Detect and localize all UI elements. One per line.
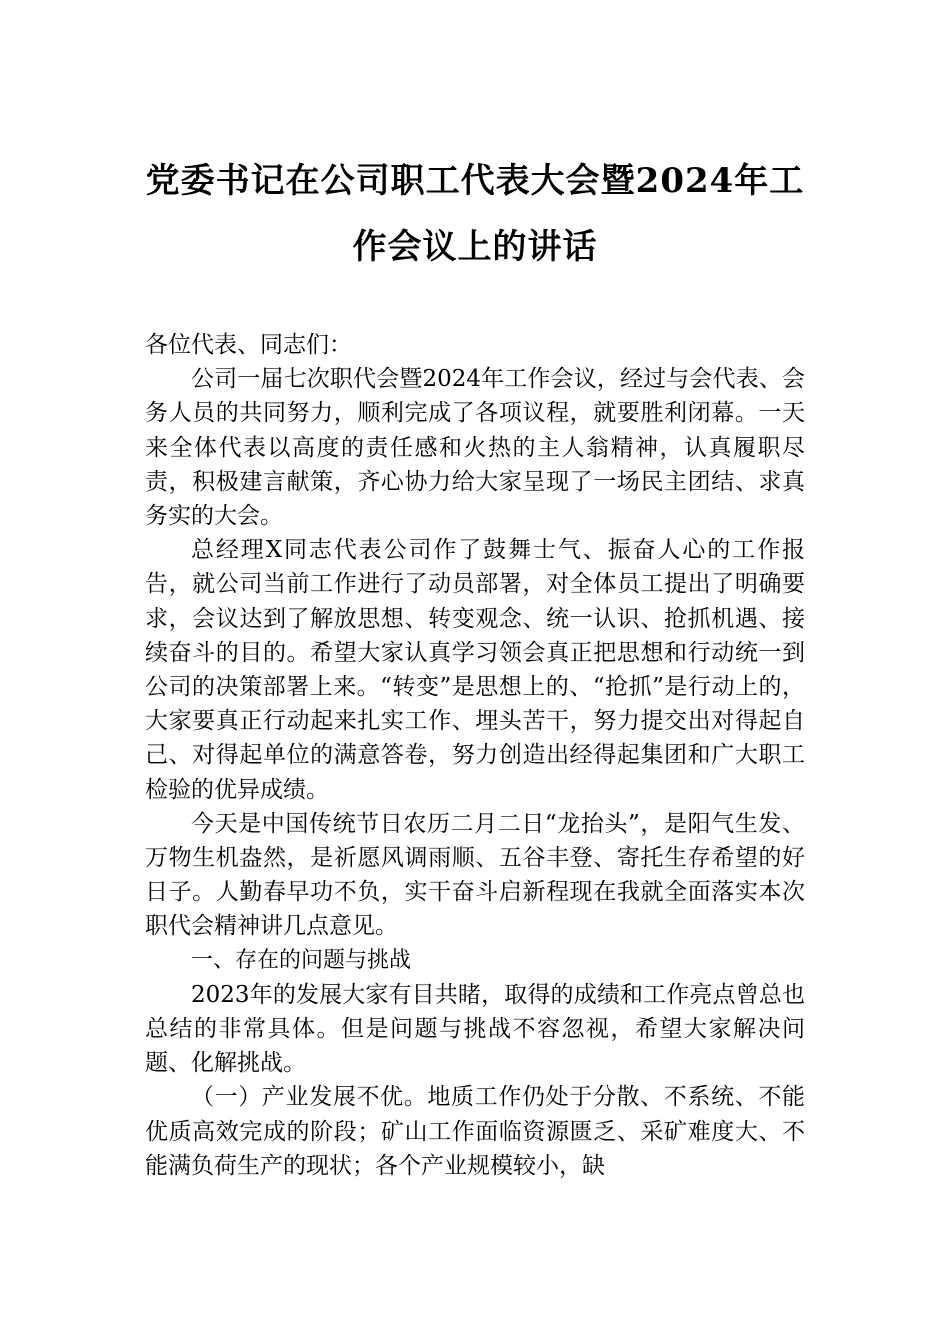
title-line-2: 作会议上的讲话 [352,227,598,267]
paragraph-4: 2023年的发展大家有目共睹，取得的成绩和工作亮点曾总也总结的非常具体。但是问题与挑战不容忽视，希望大家解决问题、化解挑战。 [145,981,805,1077]
paragraph-1: 公司一届七次职代会暨2024年工作会议，经过与会代表、会务人员的共同努力，顺利完成了各项议程，就要胜利闭幕。一天来全体代表以高度的责任感和火热的主人翁精神，认真履职尽责，积极建言献策，齐心协力给大家呈现了一场民主团结、求真务实的大会。 [145,366,805,530]
section-heading-1: 一、存在的问题与挑战 [191,947,412,973]
document-body [145,328,805,1183]
paragraph-2: 总经理X同志代表公司作了鼓舞士气、振奋人心的工作报告，就公司当前工作进行了动员部署，对全体员工提出了明确要求，会议达到了解放思想、转变观念、统一认识、抢抓机遇、接续奋斗的目的。希望大家认真学习领会真正把思想和行动统一到公司的决策部署上来。“转变”是思想上的、“抢抓”是行动上的，大家要真正行动起来扎实工作、埋头苦干，努力提交出对得起自己、对得起单位的满意答卷，努力创造出经得起集团和广大职工检验的优异成绩。 [145,537,805,803]
salutation: 各位代表、同志们： [145,332,352,358]
document-title [140,148,810,280]
subheading-text: 地质工作仍处于分散、不系统、不能优质高效完成的阶段；矿山工作面临资源匮乏、采矿难度大、不能满负荷生产的现状；各个产业规模较小，缺 [145,1084,806,1179]
title-line-1: 党委书记在公司职工代表大会暨2024年工 [145,161,805,201]
paragraph-5 [145,1080,805,1183]
paragraph-3: 今天是中国传统节日农历二月二日“龙抬头”，是阳气生发、万物生机盎然，是祈愿风调雨顺、五谷丰登、寄托生存希望的好日子。人勤春早功不负，实干奋斗启新程现在我就全面落实本次职代会精神讲几点意见。 [145,810,805,940]
subheading-lead: （一）产业发展不优。 [191,1084,428,1111]
